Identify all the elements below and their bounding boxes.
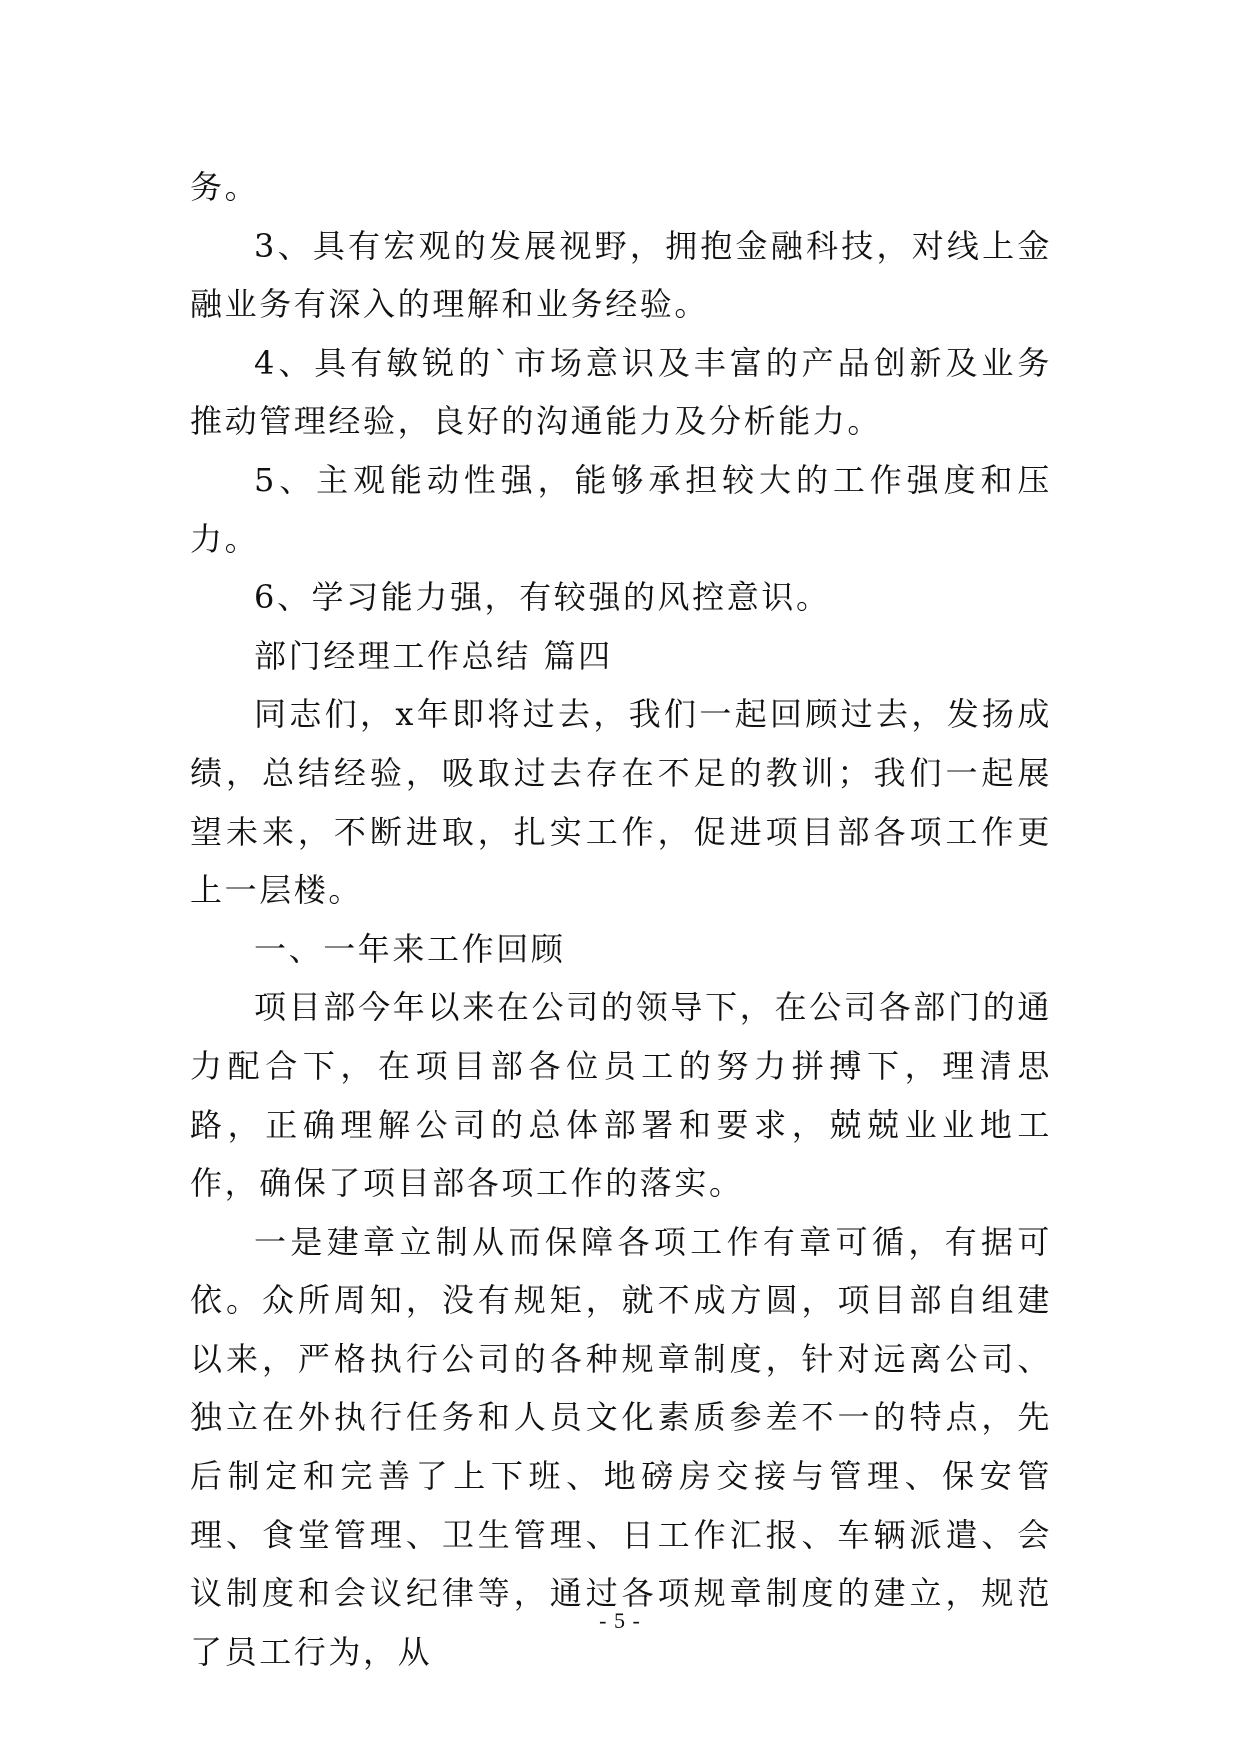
section-heading: 部门经理工作总结 篇四 xyxy=(254,636,613,675)
page-number: - 5 - xyxy=(599,1608,641,1633)
subsection-heading: 一、一年来工作回顾 xyxy=(254,929,566,968)
document-body xyxy=(190,158,1052,1681)
paragraph-intro: 同志们，x年即将过去，我们一起回顾过去，发扬成绩，总结经验，吸取过去存在不足的教训；我们一起展望未来，不断进取，扎实工作，促进项目部各项工作更上一层楼。 xyxy=(190,695,1052,910)
paragraph-requirement-6: 6、学习能力强，有较强的风控意识。 xyxy=(254,578,831,617)
paragraph-rules: 一是建章立制从而保障各项工作有章可循，有据可依。众所周知，没有规矩，就不成方圆，项目部自组建以来，严格执行公司的各种规章制度，针对远离公司、独立在外执行任务和人员文化素质参差不一的特点，先后制定和完善了上下班、地磅房交接与管理、保安管理、食堂管理、卫生管理、日工作汇报、车辆派遣、会议制度和会议纪律等，通过各项规章制度的建立，规范了员工行为，从 xyxy=(190,1222,1052,1671)
paragraph-requirement-3: 3、具有宏观的发展视野，拥抱金融科技，对线上金融业务有深入的理解和业务经验。 xyxy=(190,226,1052,324)
paragraph-requirement-4: 4、具有敏锐的`市场意识及丰富的产品创新及业务推动管理经验，良好的沟通能力及分析能力。 xyxy=(190,343,1052,441)
paragraph-requirement-5: 5、主观能动性强，能够承担较大的工作强度和压力。 xyxy=(190,460,1052,558)
paragraph-review: 项目部今年以来在公司的领导下，在公司各部门的通力配合下，在项目部各位员工的努力拼搏下，理清思路，正确理解公司的总体部署和要求，兢兢业业地工作，确保了项目部各项工作的落实。 xyxy=(190,988,1052,1203)
paragraph-continuation: 务。 xyxy=(190,168,260,206)
